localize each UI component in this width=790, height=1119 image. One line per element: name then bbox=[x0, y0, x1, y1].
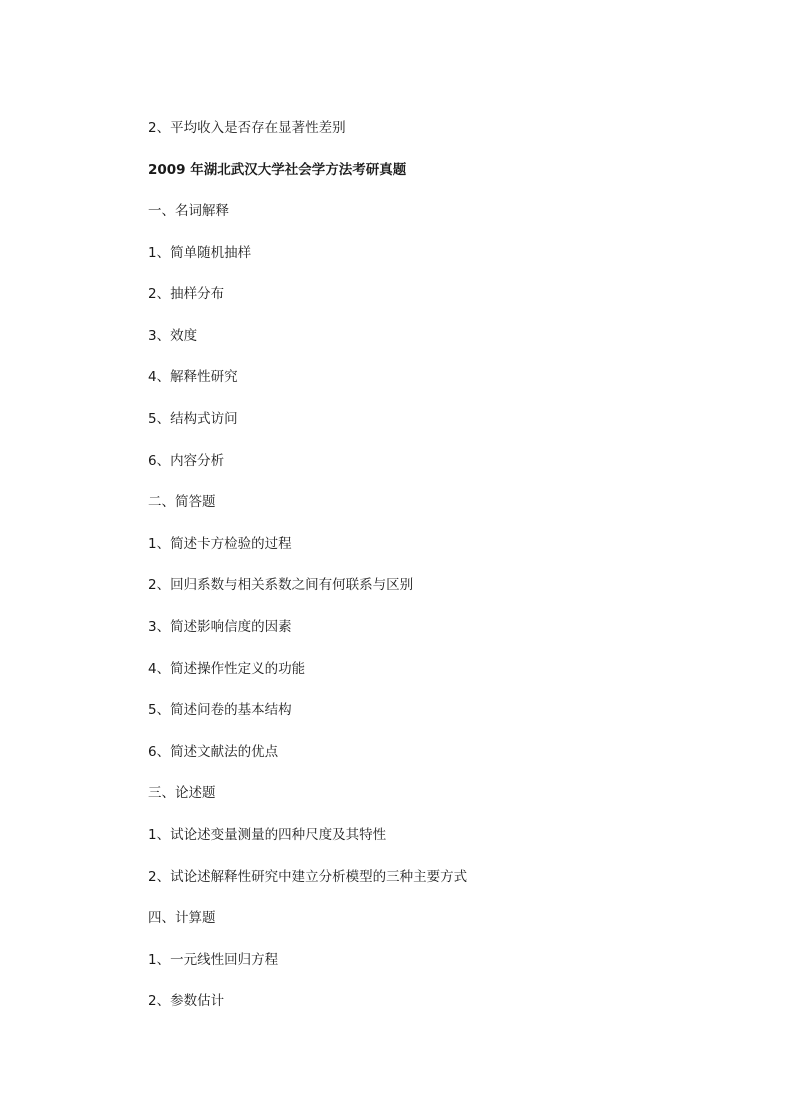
prev-question-item: 2、平均收入是否存在显著性差别 bbox=[148, 120, 346, 136]
section-heading: 四、计算题 bbox=[148, 910, 216, 926]
section-heading: 三、论述题 bbox=[148, 785, 216, 801]
question-item: 2、试论述解释性研究中建立分析模型的三种主要方式 bbox=[148, 869, 468, 885]
exam-title: 2009 年湖北武汉大学社会学方法考研真题 bbox=[148, 162, 407, 178]
question-item: 6、简述文献法的优点 bbox=[148, 744, 279, 760]
section-heading: 二、简答题 bbox=[148, 494, 216, 510]
question-item: 4、解释性研究 bbox=[148, 369, 238, 385]
question-item: 1、一元线性回归方程 bbox=[148, 952, 279, 968]
question-item: 1、简述卡方检验的过程 bbox=[148, 536, 292, 552]
question-item: 6、内容分析 bbox=[148, 453, 225, 469]
question-item: 1、简单随机抽样 bbox=[148, 245, 252, 261]
question-item: 2、参数估计 bbox=[148, 993, 225, 1009]
question-item: 2、回归系数与相关系数之间有何联系与区别 bbox=[148, 577, 414, 593]
question-item: 3、效度 bbox=[148, 328, 198, 344]
question-item: 2、抽样分布 bbox=[148, 286, 225, 302]
question-item: 3、简述影响信度的因素 bbox=[148, 619, 292, 635]
section-heading: 一、名词解释 bbox=[148, 203, 229, 219]
question-item: 5、结构式访问 bbox=[148, 411, 238, 427]
question-item: 5、简述问卷的基本结构 bbox=[148, 702, 292, 718]
question-item: 1、试论述变量测量的四种尺度及其特性 bbox=[148, 827, 387, 843]
question-item: 4、简述操作性定义的功能 bbox=[148, 661, 306, 677]
